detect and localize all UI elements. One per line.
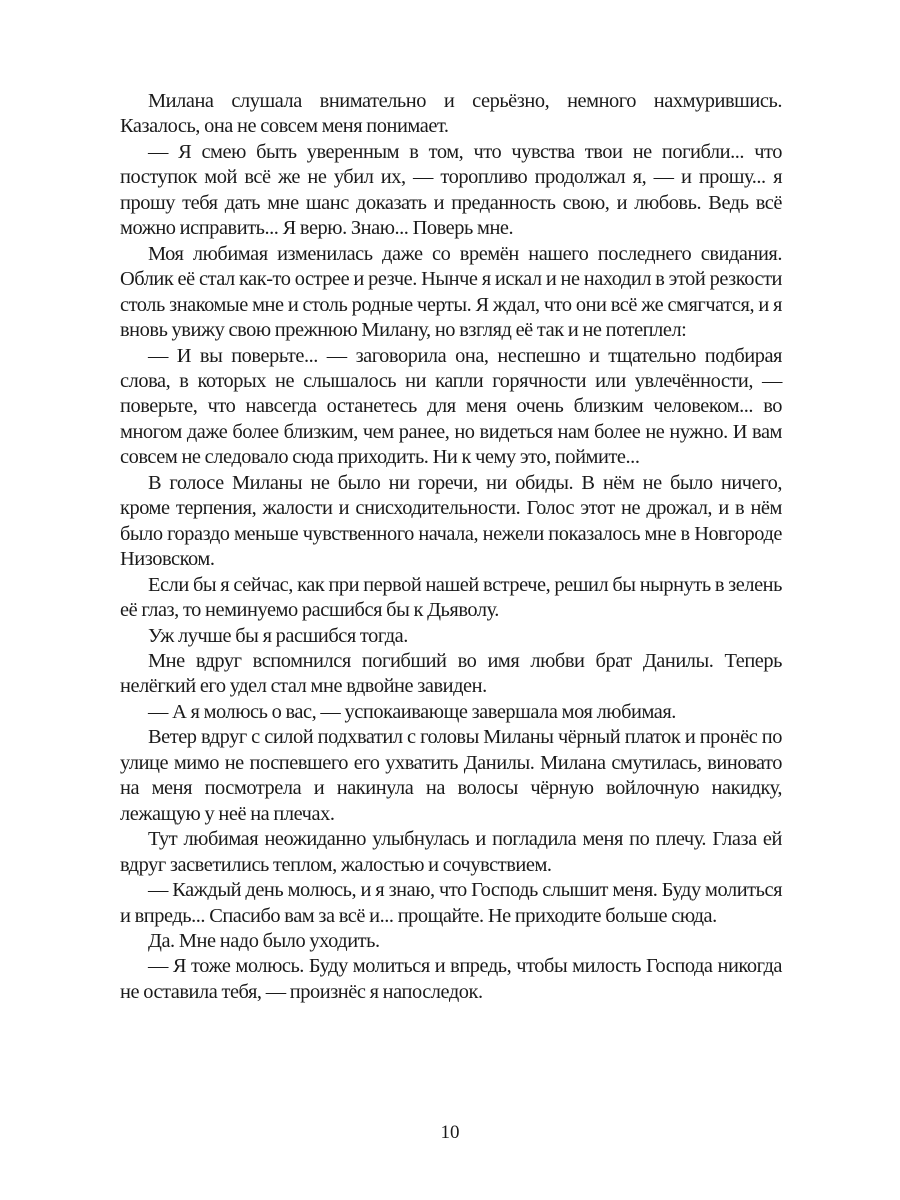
paragraph: — Каждый день молюсь, и я знаю, что Господь слышит меня. Буду молиться и впредь... Спасибо вам за всё и... прощайте. Не приходите больше сюда. bbox=[120, 879, 782, 927]
paragraph: В голосе Миланы не было ни горечи, ни обиды. В нём не было ничего, кроме терпения, жалости и снисходительности. Голос этот не дрожал, и в нём было гораздо меньше чувственного начала, нежели показалось мне в Новгороде Низовском. bbox=[120, 471, 782, 571]
paragraph: — А я молюсь о вас, — успокаивающе завершала моя любимая. bbox=[148, 700, 676, 723]
paragraph: Моя любимая изменилась даже со времён нашего последнего свидания. Облик её стал как-то острее и резче. Нынче я искал и не находил в этой резкости столь знакомые мне и столь родные черты. Я ждал, что они всё же смягчатся, и я вновь увижу свою прежнюю Милану, но взгляд её так и не потеплел: bbox=[120, 242, 782, 342]
paragraph: Милана слушала внимательно и серьёзно, немного нахмурившись. Казалось, она не совсем меня понимает. bbox=[120, 90, 782, 138]
paragraph: — Я тоже молюсь. Буду молиться и впредь, чтобы милость Господа никогда не оставила тебя, — произнёс я напоследок. bbox=[120, 955, 782, 1003]
paragraph: Тут любимая неожиданно улыбнулась и погладила меня по плечу. Глаза ей вдруг засветились теплом, жалостью и сочувствием. bbox=[120, 828, 782, 876]
paragraph: Мне вдруг вспомнился погибший во имя любви брат Данилы. Теперь нелёгкий его удел стал мне вдвойне завиден. bbox=[120, 649, 782, 698]
page-body bbox=[120, 89, 782, 1005]
paragraph: Да. Мне надо было уходить. bbox=[148, 929, 380, 952]
paragraph: Если бы я сейчас, как при первой нашей встрече, решил бы нырнуть в зелень её глаз, то неминуемо расшибся бы к Дьяволу. bbox=[120, 573, 782, 622]
paragraph: Ветер вдруг с силой подхватил с головы Миланы чёрный платок и пронёс по улице мимо не поспевшего его ухватить Данилы. Милана смутилась, виновато на меня посмотрела и накинула на волосы чёрную войлочную накидку, лежащую у неё на плечах. bbox=[120, 726, 782, 825]
paragraph: Уж лучше бы я расшибся тогда. bbox=[148, 624, 408, 647]
paragraph: — Я смею быть уверенным в том, что чувства твои не погибли... что поступок мой всё же не убил их, — торопливо продолжал я, — и прошу... я прошу тебя дать мне шанс доказать и преданность свою, и любовь. Ведь всё можно исправить... Я верю. Знаю... Поверь мне. bbox=[120, 140, 782, 240]
paragraph: — И вы поверьте... — заговорила она, неспешно и тщательно подбирая слова, в которых не слышалось ни капли горячности или увлечённости, — поверьте, что навсегда останетесь для меня очень близким человеком... во многом даже более близким, чем ранее, но видеться нам более не нужно. И вам совсем не следовало сюда приходить. Ни к чему это, поймите... bbox=[120, 344, 782, 469]
page-number: 10 bbox=[440, 1122, 460, 1143]
